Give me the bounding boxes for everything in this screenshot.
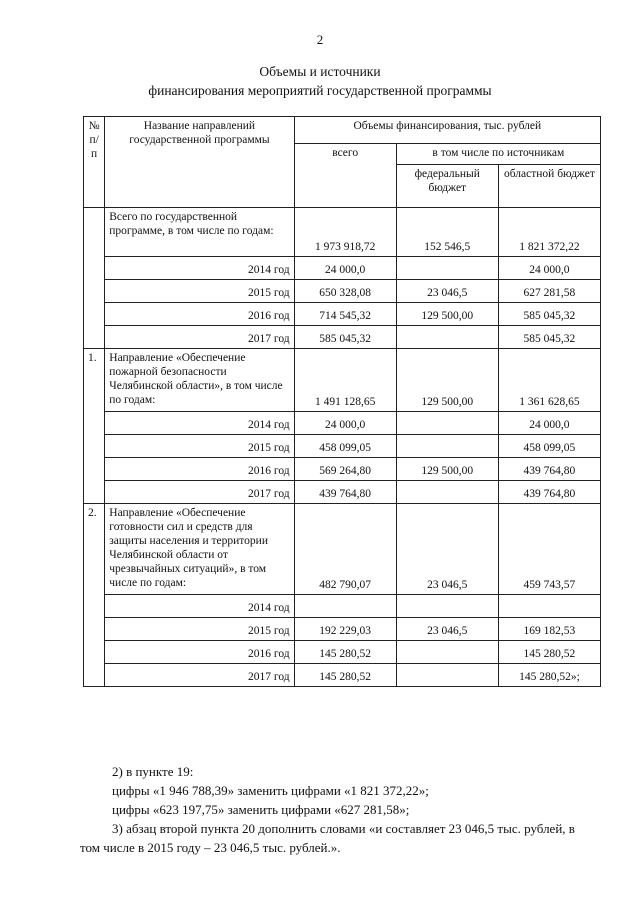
- header-row-1: [84, 117, 601, 144]
- year-total: 714 545,32: [294, 303, 396, 326]
- section-regional: 459 743,57: [498, 504, 600, 595]
- amendment-notes: [80, 762, 590, 857]
- year-federal: [396, 257, 498, 280]
- year-regional: 24 000,0: [498, 257, 600, 280]
- year-regional: 585 045,32: [498, 303, 600, 326]
- year-row: [84, 481, 601, 504]
- year-total: [294, 595, 396, 618]
- year-total: 24 000,0: [294, 412, 396, 435]
- year-total: 145 280,52: [294, 641, 396, 664]
- header-total: всего: [294, 144, 396, 208]
- year-row: [84, 326, 601, 349]
- year-label: 2015 год: [105, 618, 294, 641]
- year-label: 2017 год: [105, 326, 294, 349]
- year-total: 24 000,0: [294, 257, 396, 280]
- year-label: 2014 год: [105, 412, 294, 435]
- note-paragraph: цифры «1 946 788,39» заменить цифрами «1 821 372,22»;: [112, 783, 429, 798]
- section-regional: 1 361 628,65: [498, 349, 600, 412]
- year-total: 439 764,80: [294, 481, 396, 504]
- year-total: 650 328,08: [294, 280, 396, 303]
- section-regional: 1 821 372,22: [498, 208, 600, 257]
- year-federal: [396, 664, 498, 687]
- year-regional: 585 045,32: [498, 326, 600, 349]
- year-federal: [396, 481, 498, 504]
- note-paragraph: 2) в пункте 19:: [112, 764, 194, 779]
- section-row: [84, 349, 601, 412]
- year-label: 2016 год: [105, 641, 294, 664]
- year-federal: [396, 412, 498, 435]
- year-label: 2016 год: [105, 458, 294, 481]
- year-label: 2017 год: [105, 664, 294, 687]
- page-number: 2: [316, 32, 324, 47]
- year-row: [84, 303, 601, 326]
- year-total: 585 045,32: [294, 326, 396, 349]
- year-regional: 24 000,0: [498, 412, 600, 435]
- year-federal: [396, 595, 498, 618]
- year-row: [84, 664, 601, 687]
- section-row: [84, 208, 601, 257]
- section-total: 1 491 128,65: [294, 349, 396, 412]
- title-line-2: финансирования мероприятий государственной программы: [148, 83, 492, 98]
- year-label: 2016 год: [105, 303, 294, 326]
- year-row: [84, 641, 601, 664]
- year-regional: 439 764,80: [498, 458, 600, 481]
- header-regional: областной бюджет: [498, 165, 600, 208]
- year-label: 2014 год: [105, 595, 294, 618]
- header-sources: в том числе по источникам: [396, 144, 600, 165]
- year-label: 2015 год: [105, 280, 294, 303]
- financing-table: [83, 116, 601, 687]
- year-total: 458 099,05: [294, 435, 396, 458]
- year-total: 145 280,52: [294, 664, 396, 687]
- section-federal: 129 500,00: [396, 349, 498, 412]
- year-label: 2017 год: [105, 481, 294, 504]
- year-federal: [396, 326, 498, 349]
- year-row: [84, 280, 601, 303]
- year-total: 192 229,03: [294, 618, 396, 641]
- year-regional: 145 280,52: [498, 641, 600, 664]
- section-number: 1.: [84, 349, 105, 504]
- header-num: № п/п: [84, 117, 105, 208]
- note-paragraph: 3) абзац второй пункта 20 дополнить словами «и составляет 23 046,5 тыс. рублей, в том числе в 2015 году – 23 046,5 тыс. рублей.».: [80, 821, 575, 855]
- title-line-1: Объемы и источники: [259, 64, 381, 79]
- section-number: [84, 208, 105, 349]
- section-row: [84, 504, 601, 595]
- year-regional: 145 280,52»;: [498, 664, 600, 687]
- year-federal: [396, 641, 498, 664]
- section-name: Направление «Обеспечение готовности сил и средств для защиты населения и территории Челябинской области от чрезвычайных ситуаций», в том числе по годам:: [105, 504, 294, 595]
- section-total: 482 790,07: [294, 504, 396, 595]
- year-federal: [396, 435, 498, 458]
- section-number: 2.: [84, 504, 105, 687]
- year-row: [84, 435, 601, 458]
- year-row: [84, 257, 601, 280]
- year-row: [84, 458, 601, 481]
- section-name: Направление «Обеспечение пожарной безопасности Челябинской области», в том числе по годам:: [105, 349, 294, 412]
- year-federal: 129 500,00: [396, 303, 498, 326]
- section-total: 1 973 918,72: [294, 208, 396, 257]
- year-regional: 627 281,58: [498, 280, 600, 303]
- section-name: Всего по государственной программе, в том числе по годам:: [105, 208, 294, 257]
- year-label: 2014 год: [105, 257, 294, 280]
- year-row: [84, 595, 601, 618]
- header-volumes: Объемы финансирования, тыс. рублей: [294, 117, 600, 144]
- year-regional: [498, 595, 600, 618]
- year-total: 569 264,80: [294, 458, 396, 481]
- header-federal: федеральный бюджет: [396, 165, 498, 208]
- header-name: Название направлений государственной программы: [105, 117, 294, 208]
- year-federal: 129 500,00: [396, 458, 498, 481]
- section-federal: 152 546,5: [396, 208, 498, 257]
- year-row: [84, 618, 601, 641]
- year-label: 2015 год: [105, 435, 294, 458]
- year-regional: 169 182,53: [498, 618, 600, 641]
- year-regional: 439 764,80: [498, 481, 600, 504]
- section-federal: 23 046,5: [396, 504, 498, 595]
- year-regional: 458 099,05: [498, 435, 600, 458]
- year-federal: 23 046,5: [396, 280, 498, 303]
- note-paragraph: цифры «623 197,75» заменить цифрами «627 281,58»;: [112, 802, 410, 817]
- year-federal: 23 046,5: [396, 618, 498, 641]
- document-title: [0, 62, 640, 100]
- year-row: [84, 412, 601, 435]
